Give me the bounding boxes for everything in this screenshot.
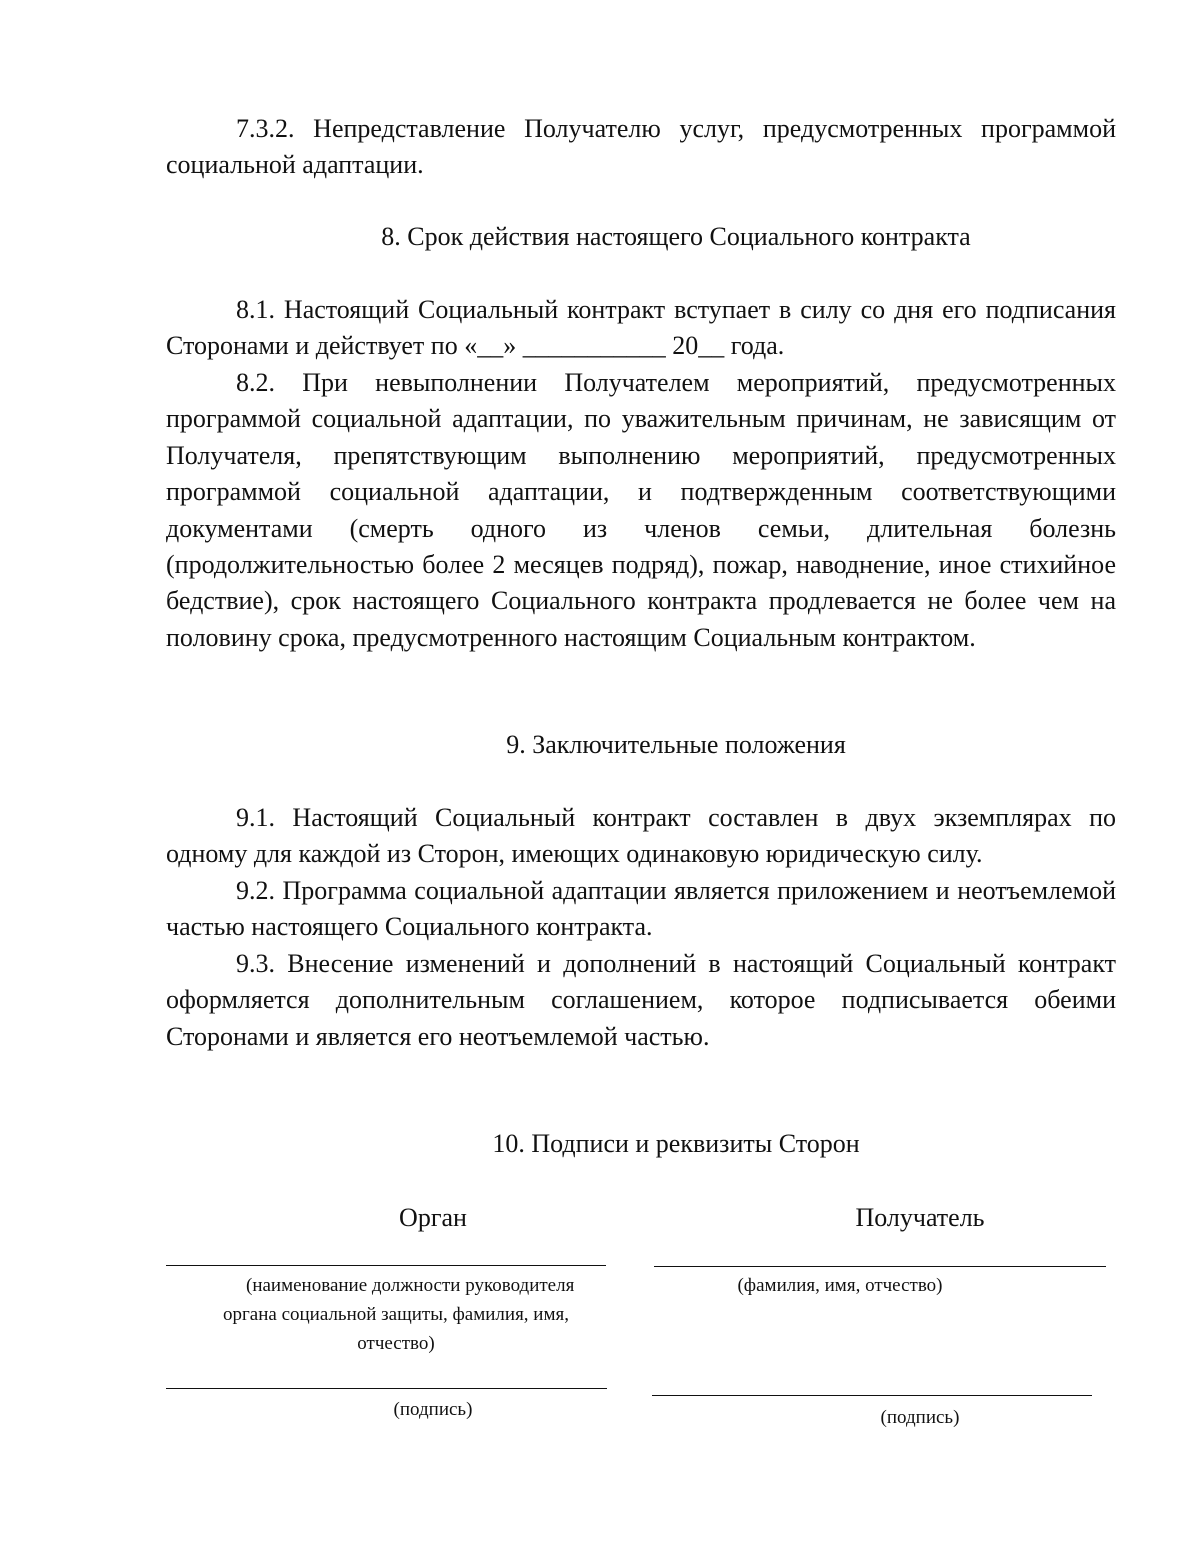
recipient-signature-line (652, 1395, 1092, 1396)
organ-signature-line (166, 1388, 607, 1389)
paragraph-8-1: 8.1. Настоящий Социальный контракт вступает в силу со дня его подписания Сторонами и действует по «__» ___________ 20__ года. (166, 295, 1116, 361)
organ-name-caption-line-1: (наименование должности руководителя (246, 1275, 575, 1296)
paragraph-9-2: 9.2. Программа социальной адаптации является приложением и неотъемлемой частью настоящего Социального контракта. (166, 876, 1116, 942)
section-heading-10: 10. Подписи и реквизиты Сторон (492, 1129, 860, 1158)
recipient-name-line (654, 1266, 1106, 1267)
paragraph-8-2: 8.2. При невыполнении Получателем мероприятий, предусмотренных программой социальной адаптации, по уважительным причинам, не зависящим от Получателя, препятствующим выполнению мероприятий, предусмотренных программой социальной адаптации, и подтвержденным соответствующими документами (смерть одного из членов семьи, длительная болезнь (продолжительностью более 2 месяцев подряд), пожар, наводнение, иное стихийное бедствие), срок настоящего Социального контракта продлевается не более чем на половину срока, предусмотренного настоящим Социальным контрактом. (166, 368, 1116, 652)
organ-name-caption-line-3: отчество) (357, 1333, 435, 1354)
paragraph-9-3: 9.3. Внесение изменений и дополнений в настоящий Социальный контракт оформляется дополнительным соглашением, которое подписывается обеими Сторонами и является его неотъемлемой частью. (166, 949, 1116, 1051)
party-title-recipient: Получатель (855, 1203, 985, 1232)
organ-name-line (166, 1265, 606, 1266)
section-heading-8: 8. Срок действия настоящего Социального контракта (381, 222, 971, 251)
section-heading-9: 9. Заключительные положения (506, 730, 846, 759)
organ-signature-caption: (подпись) (393, 1399, 473, 1420)
party-title-organ: Орган (399, 1203, 467, 1232)
paragraph-9-1: 9.1. Настоящий Социальный контракт составлен в двух экземплярах по одному для каждой из Сторон, имеющих одинаковую юридическую силу. (166, 803, 1116, 869)
recipient-name-caption: (фамилия, имя, отчество) (737, 1275, 943, 1296)
paragraph-7-3-2: 7.3.2. Непредставление Получателю услуг, предусмотренных программой социальной адаптации. (166, 114, 1116, 180)
organ-name-caption-line-2: органа социальной защиты, фамилия, имя, (223, 1304, 569, 1325)
recipient-signature-caption: (подпись) (880, 1407, 960, 1428)
